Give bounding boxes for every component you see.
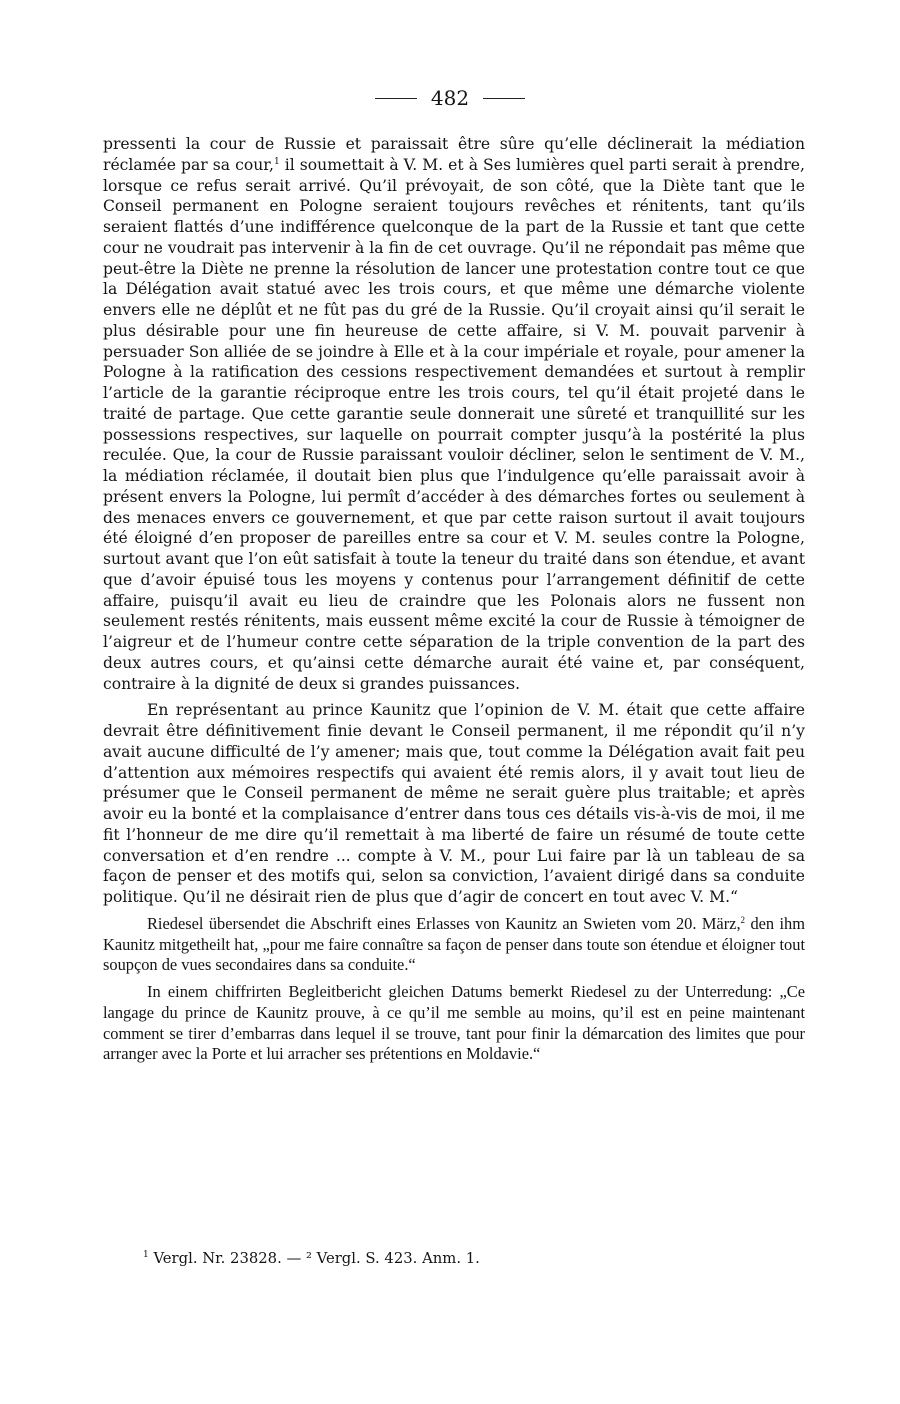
paragraph-3	[103, 914, 805, 976]
body-text	[103, 134, 805, 1065]
footnote-ref-1: 1	[273, 156, 280, 167]
page-number: 482	[430, 86, 470, 110]
paragraph-1	[103, 134, 805, 694]
footnotes	[143, 1249, 803, 1269]
paragraph-3-part-a: Riedesel übersendet die Abschrift eines Erlasses von Kaunitz an Swieten vom 20. März,	[147, 913, 741, 933]
paragraph-1-part-b: il soumettait à V. M. et à Ses lumières quel parti serait à prendre, lorsque ce refus serait arrivé. Qu’il prévoyait, de son côté, que la Diète tant que le Conseil permanent en Pologne seraient toujours revêches et rénitents, tant qu’ils seraient flattés d’une indifférence quelconque de la part de la Russie et tant que cette cour ne voudrait pas intervenir à la fin de cet ouvrage. Qu’il ne répondait pas même que peut-être la Diète ne prenne la résolution de lancer une protestation contre tout ce que la Délégation avait statué avec les trois cours, et que même une démarche violente envers elle ne déplût et ne fût pas du gré de la Russie. Qu’il croyait ainsi qu’il serait le plus désirable pour une fin heureuse de cette affaire, si V. M. pouvait parvenir à persuader Son alliée de se joindre à Elle et à la cour impériale et royale, pour amener la Pologne à la ratification des cessions respectivement demandées et surtout à remplir l’article de la garantie réciproque entre les trois cours, tel qu’il était projeté dans le traité de partage. Que cette garantie seule donnerait une sûreté et tranquillité sur les possessions respectives, sur laquelle on pourrait compter jusqu’à la postérité la plus reculée. Que, la cour de Russie paraissant vouloir décliner, selon le sentiment de V. M., la médiation réclamée, il doutait bien plus que l’indulgence qu’elle paraissait avoir à présent envers la Pologne, lui permît d’accéder à des démarches fortes ou seulement à des menaces envers ce gouvernement, et que par cette raison surtout il avait toujours été éloigné d’en proposer de pareilles entre sa cour et V. M. seules contre la Pologne, surtout avant que l’on eût satisfait à toute la teneur du traité dans son étendue, et avant que d’avoir épuisé tous les moyens y contenus pour l’arrangement définitif de cette affaire, puisqu’il avait eu lieu de craindre que les Polonais alors ne fussent non seulement restés rénitents, mais eussent même excité la cour de Russie à témoigner de l’aigreur et de l’humeur contre cette séparation de la triple convention de la part des deux autres cours, et qu’ainsi cette démarche aurait été vaine et, par conséquent, contraire à la dignité de deux si grandes puissances.	[103, 155, 805, 693]
paragraph-1-part-a: pressenti la cour de Russie et paraissait être sûre qu’elle déclinerait la médiation réclamée par sa cour,	[103, 135, 805, 174]
header-rule-left	[375, 98, 417, 99]
footnote-text: Vergl. Nr. 23828. — ² Vergl. S. 423. Anm. 1.	[153, 1250, 480, 1267]
page-header	[0, 86, 900, 110]
paragraph-3-part-b: den ihm Kaunitz mitgetheilt hat, „pour me faire connaître sa façon de penser dans toute son étendue et éloigner tout soupçon de vues secondaires dans sa conduite.“	[103, 913, 805, 975]
paragraph-2: En représentant au prince Kaunitz que l’opinion de V. M. était que cette affaire devrait être définitivement finie devant le Conseil permanent, il me répondit qu’il n’y avait aucune difficulté de l’y amener; mais que, tout comme la Délégation avait fait peu d’attention aux mémoires respectifs qui avaient été remis alors, il y avait tout lieu de présumer que le Conseil permanent de même ne serait guère plus traitable; et après avoir eu la bonté et la complaisance d’entrer dans tous ces détails vis-à-vis de moi, il me fit l’honneur de me dire qu’il remettait à ma liberté de faire un résumé de toute cette conversation et d’en rendre ... compte à V. M., pour Lui faire par là un tableau de sa façon de penser et des motifs qui, selon sa conviction, l’avaient dirigé dans sa conduite politique. Qu’il ne désirait rien de plus que d’agir de concert en tout avec V. M.“	[103, 701, 805, 906]
footnote-mark-1: 1	[143, 1250, 149, 1260]
footnote-ref-2: 2	[740, 914, 746, 925]
header-rule-right	[483, 98, 525, 99]
paragraph-4: In einem chiffrirten Begleitbericht gleichen Datums bemerkt Riedesel zu der Unterredung: „Ce langage du prince de Kaunitz prouve, à ce qu’il me semble au moins, qu’il est en peine maintenant comment se tirer d’embarras dans lequel il se trouve, tant pour finir la démarcation des limites que pour arranger avec la Porte et lui arracher ses prétentions en Moldavie.“	[103, 982, 805, 1064]
